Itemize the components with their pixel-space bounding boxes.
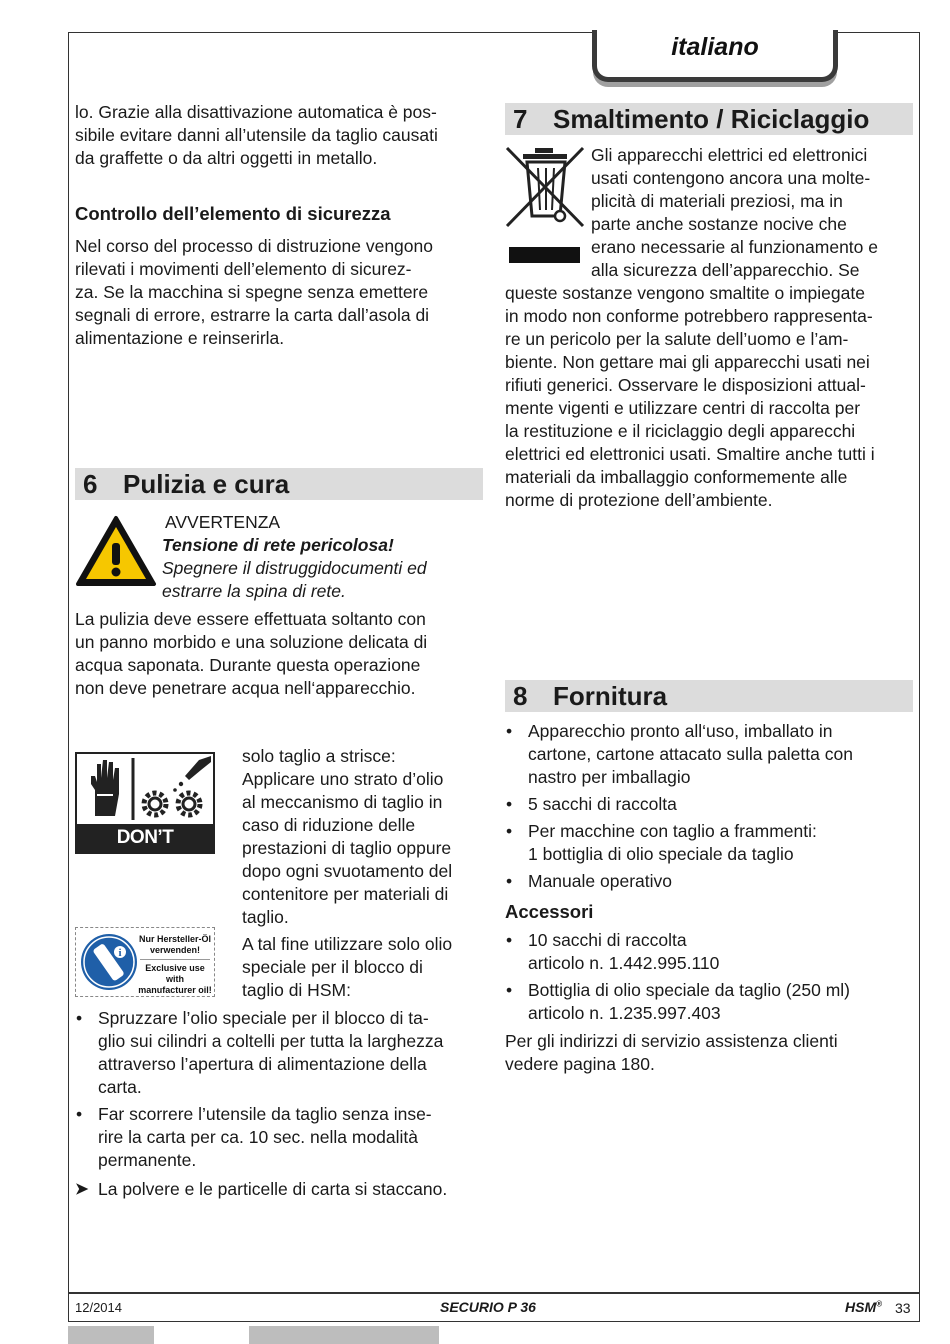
footer-model: SECURIO P 36: [440, 1299, 536, 1315]
text-line: un panno morbido e una soluzione delicata di: [75, 632, 428, 652]
delivery-list: [505, 720, 917, 897]
footer-brand-logo: [845, 1299, 882, 1315]
text-line: A tal fine utilizzare solo olio: [242, 934, 453, 954]
badge-text-en: manufacturer oil!: [138, 985, 212, 995]
intro-paragraph: [75, 101, 485, 170]
brand-mark: ®: [876, 1299, 883, 1309]
text-line: usati contengono ancora una molte-: [591, 168, 871, 188]
text-line: plicità di materiali preziosi, ma in: [591, 191, 843, 211]
safety-heading: Controllo dell’elemento di sicurezza: [75, 203, 391, 224]
result-text: La polvere e le particelle di carta si staccano.: [98, 1179, 448, 1199]
service-paragraph: [505, 1030, 917, 1076]
hsm-oil-paragraph: [242, 933, 487, 1002]
badge-divider: [140, 959, 210, 960]
text-line: attraverso l’apertura di alimentazione della: [98, 1054, 427, 1074]
text-line: Per gli indirizzi di servizio assistenza clienti: [505, 1031, 838, 1051]
text-line: prestazioni di taglio oppure: [242, 838, 452, 858]
text-line: re un pericolo per la salute dell’uomo e l’am-: [505, 329, 849, 349]
accessories-heading: Accessori: [505, 901, 594, 922]
section-number: 6: [83, 469, 98, 499]
text-line: la restituzione e il riciclaggio degli apparecchi: [505, 421, 856, 441]
text-line: rilevati i movimenti dell’elemento di sicurez-: [75, 259, 412, 279]
list-item: [505, 820, 917, 866]
text-line: solo taglio a strisce:: [242, 746, 396, 766]
text-line: • Per macchine con taglio a frammenti:: [528, 821, 817, 841]
disposal-paragraph: [505, 282, 917, 512]
text-line: • Manuale operativo: [528, 871, 672, 891]
list-item: [505, 870, 917, 893]
text-line: Gli apparecchi elettrici ed elettronici: [591, 145, 868, 165]
result-item: [75, 1178, 518, 1201]
text-line: • Bottiglia di olio speciale da taglio (250 ml): [528, 980, 850, 1000]
safety-paragraph: [75, 235, 485, 350]
warning-block: [162, 511, 482, 603]
oil-badge: [75, 927, 215, 997]
text-line: glio sui cilindri a coltelli per tutta la larghezza: [98, 1031, 444, 1051]
footer-date: 12/2014: [75, 1300, 122, 1315]
text-line: al meccanismo di taglio in: [242, 792, 443, 812]
text-line: erano necessarie al funzionamento e: [591, 237, 878, 257]
text-line: cartone, cartone attacato sulla paletta con: [528, 744, 853, 764]
text-line: carta.: [98, 1077, 142, 1097]
text-line: queste sostanze vengono smaltite o impiegate: [505, 283, 865, 303]
section-title: Smaltimento / Riciclaggio: [553, 104, 870, 134]
text-line: sibile evitare danni all’utensile da taglio causati: [75, 125, 438, 145]
text-line: parte anche sostanze nocive che: [591, 214, 847, 234]
bottom-edge-mark: [68, 1326, 154, 1344]
language-label: italiano: [671, 33, 759, 61]
section-7-heading: [505, 103, 913, 135]
text-line: non deve penetrare acqua nell‘apparecchio.: [75, 678, 416, 698]
text-line: taglio.: [242, 907, 289, 927]
text-line: lo. Grazie alla disattivazione automatica è pos-: [75, 102, 437, 122]
warning-label: AVVERTENZA: [165, 512, 281, 532]
text-line: rire la carta per ca. 10 sec. nella modalità: [98, 1127, 419, 1147]
section-number: 7: [513, 104, 528, 134]
text-line: acqua saponata. Durante questa operazione: [75, 655, 421, 675]
cleaning-paragraph: [75, 608, 485, 700]
section-8-heading: [505, 680, 913, 712]
text-line: mente vigenti e utilizzare centri di raccolta per: [505, 398, 861, 418]
text-line: rifiuti generici. Osservare le disposizioni attual-: [505, 375, 866, 395]
disposal-paragraph-indented: [591, 144, 916, 282]
text-line: contenitore per materiali di: [242, 884, 449, 904]
text-line: materiali da imballaggio conformemente alle: [505, 467, 848, 487]
text-line: vedere pagina 180.: [505, 1054, 655, 1074]
text-line: • Apparecchio pronto all‘uso, imballato in: [528, 721, 833, 741]
text-line: za. Se la macchina si spegne senza emettere: [75, 282, 429, 302]
text-line: La pulizia deve essere effettuata soltanto con: [75, 609, 426, 629]
badge-text-de: Nur Hersteller-Öl: [138, 934, 212, 944]
text-line: elettrici ed elettronici usati. Smaltire anche tutti i: [505, 444, 875, 464]
text-line: 1 bottiglia di olio speciale da taglio: [528, 844, 794, 864]
info-bottle-icon: [79, 932, 139, 992]
badge-text-de: verwenden!: [149, 945, 200, 955]
text-line: caso di riduzione delle: [242, 815, 416, 835]
text-line: norme di protezione dell’ambiente.: [505, 490, 773, 510]
oil-steps-list: [75, 1007, 495, 1176]
text-line: • 10 sacchi di raccolta: [528, 930, 687, 950]
section-6-heading: [75, 468, 483, 500]
list-item: [505, 929, 917, 975]
text-line: • Far scorrere l’utensile da taglio senza inse-: [98, 1104, 432, 1124]
svg-text:i: i: [118, 947, 122, 959]
text-line: Nel corso del processo di distruzione vengono: [75, 236, 433, 256]
weee-crossed-bin-icon: [505, 146, 587, 268]
oil-paragraph: [242, 745, 487, 929]
text-line: da graffette o da altri oggetti in metallo.: [75, 148, 378, 168]
text-line: Applicare uno strato d’olio: [242, 769, 444, 789]
page-number: 33: [895, 1300, 911, 1316]
warning-title: Tensione di rete pericolosa!: [162, 535, 394, 555]
text-line: dopo ogni svuotamento del: [242, 861, 453, 881]
text-line: segnali di errore, estrarre la carta dall’asola di: [75, 305, 430, 325]
hand-oil-gears-icon: [77, 754, 213, 824]
section-title: Pulizia e cura: [123, 469, 290, 499]
brand-name: HSM: [845, 1299, 877, 1315]
warning-text-line: estrarre la spina di rete.: [162, 581, 346, 601]
text-line: alimentazione e reinserirla.: [75, 328, 285, 348]
text-line: • 5 sacchi di raccolta: [528, 794, 677, 814]
footer-divider: [68, 1292, 920, 1294]
accessories-list: [505, 929, 917, 1029]
section-title: Fornitura: [553, 681, 668, 711]
dont-forget-icon: [75, 752, 215, 876]
list-item: [75, 1007, 495, 1099]
warning-triangle-icon: [75, 515, 157, 587]
list-item: [75, 1103, 495, 1172]
text-line: permanente.: [98, 1150, 197, 1170]
list-item: [505, 793, 917, 816]
list-item: [505, 979, 917, 1025]
text-line: alla sicurezza dell’apparecchio. Se: [591, 260, 860, 280]
arrow-right-icon: ➤: [75, 1181, 89, 1198]
text-line: • Spruzzare l’olio speciale per il blocco di ta-: [98, 1008, 429, 1028]
text-line: articolo n. 1.235.997.403: [528, 1003, 721, 1023]
text-line: articolo n. 1.442.995.110: [528, 953, 720, 973]
text-line: biente. Non gettare mai gli apparecchi usati nei: [505, 352, 870, 372]
dont-forget-label: DON’T FORGET: [77, 824, 213, 852]
text-line: taglio di HSM:: [242, 980, 351, 1000]
text-line: in modo non conforme potrebbero rappresenta-: [505, 306, 873, 326]
language-tab: [592, 30, 838, 82]
bottom-edge-mark: [249, 1326, 439, 1344]
text-line: speciale per il blocco di: [242, 957, 423, 977]
badge-text-en: Exclusive use with: [145, 963, 205, 984]
text-line: nastro per imballagio: [528, 767, 691, 787]
warning-text-line: Spegnere il distruggidocumenti ed: [162, 558, 427, 578]
section-number: 8: [513, 681, 528, 711]
list-item: [505, 720, 917, 789]
